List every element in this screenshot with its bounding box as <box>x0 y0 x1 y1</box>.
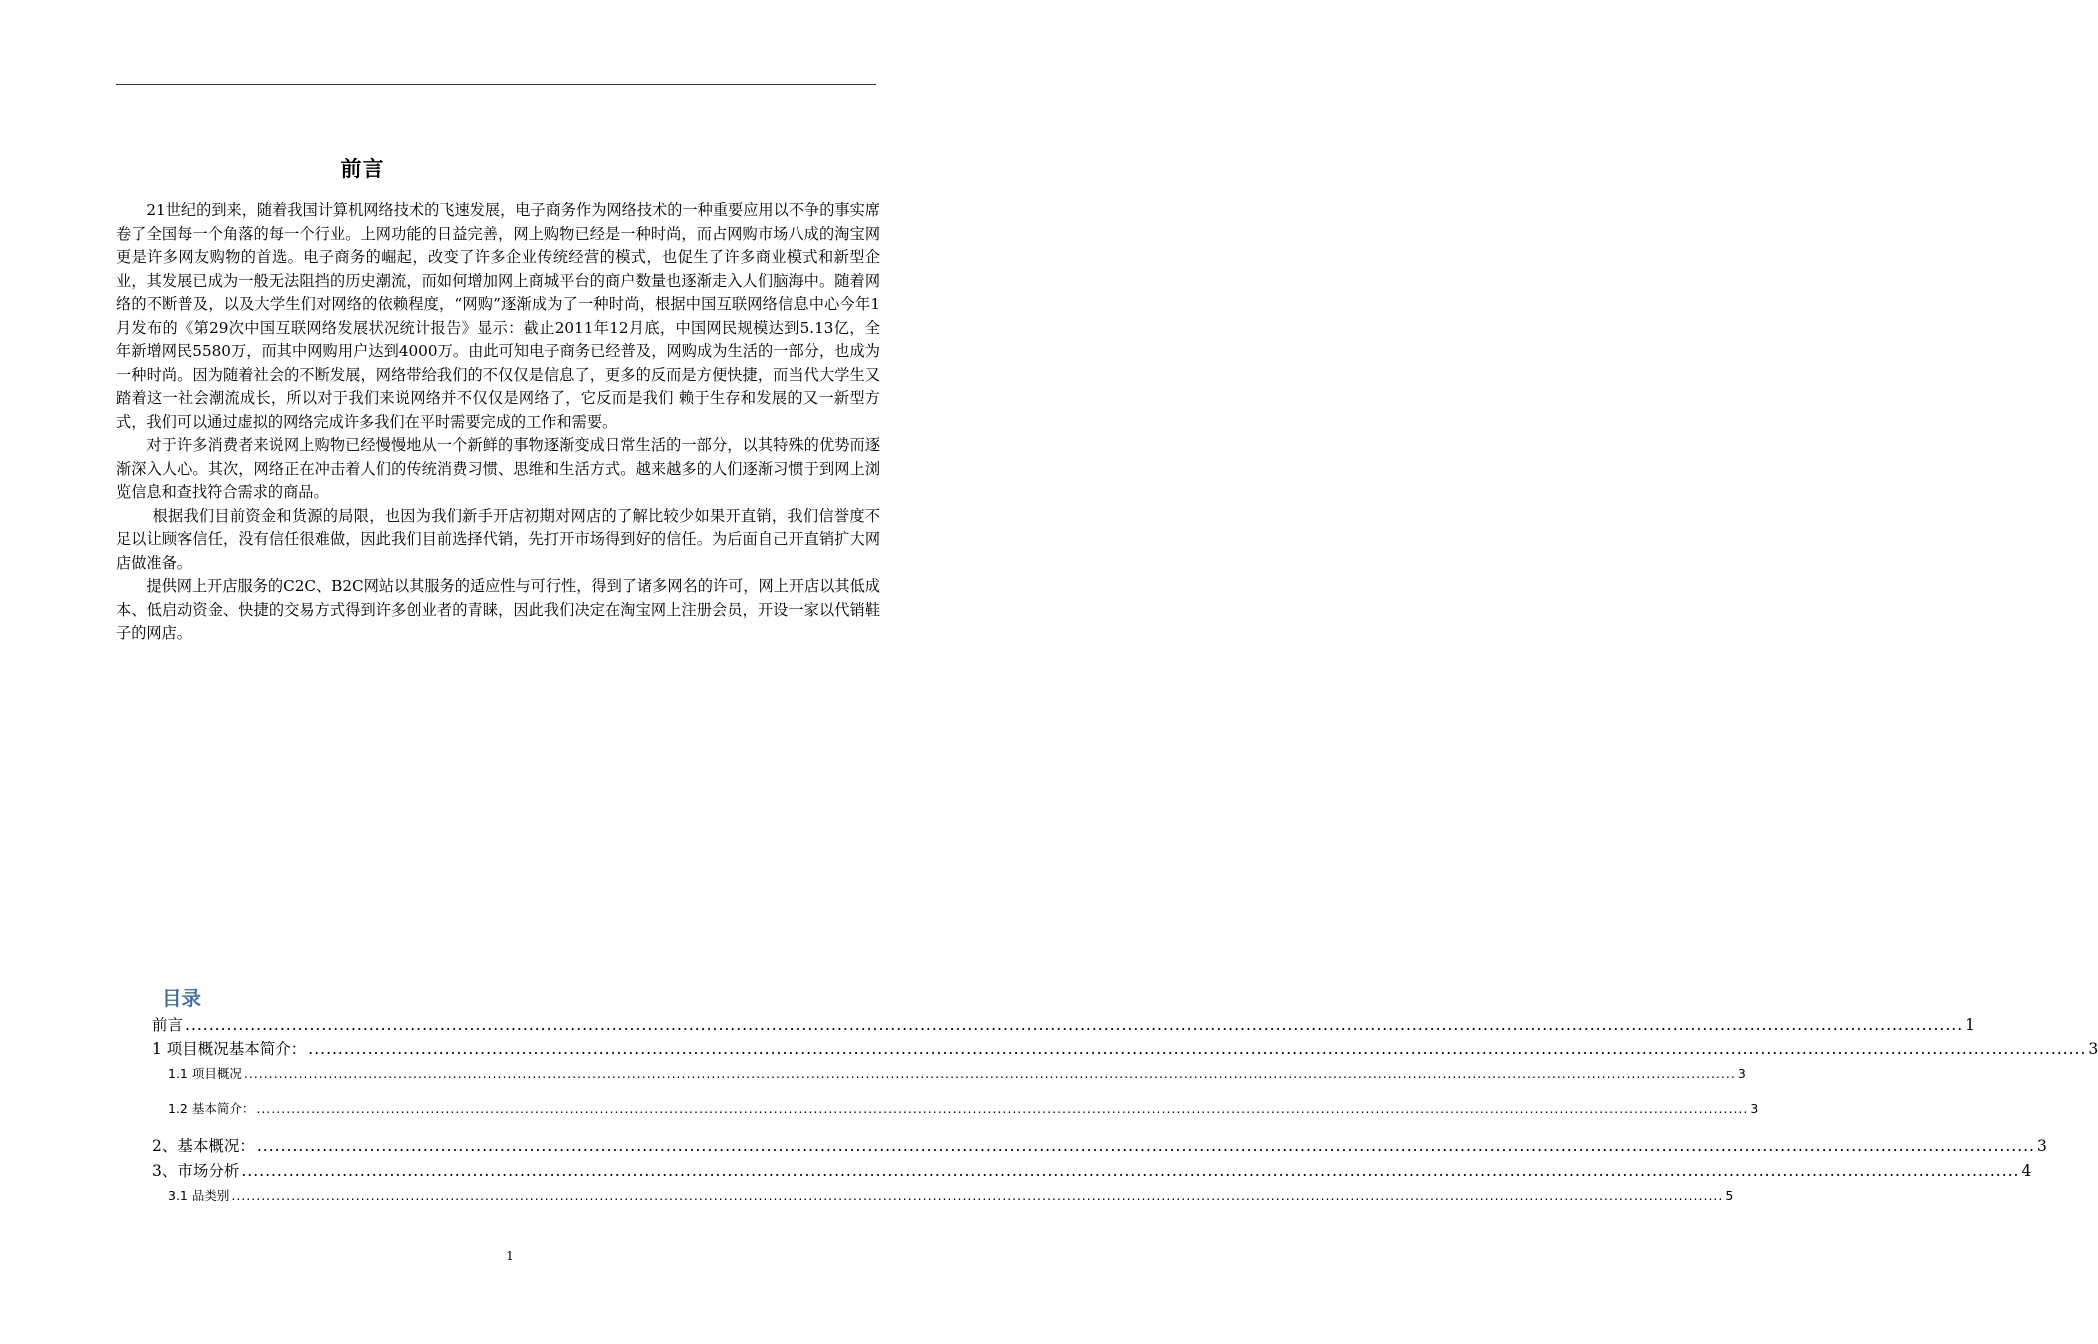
toc-entry-label: 1 项目概况基本简介： <box>152 1040 307 1058</box>
toc-leader-dots: ............................................................................................................................................................................................................................................................................................................ <box>243 1066 1736 1081</box>
toc-entry-1-1[interactable] <box>168 1064 1746 1082</box>
preface-paragraph: 对于许多消费者来说网上购物已经慢慢地从一个新鲜的事物逐渐变成日常生活的一部分，以其特殊的优势而逐渐深入人心。其次，网络正在冲击着人们的传统消费习惯、思维和生活方式。越来越多的人们逐渐习惯于到网上浏览信息和查找符合需求的商品。 <box>116 436 880 501</box>
toc-leader-dots: ............................................................................................................................................................................................................................................................................................................ <box>308 1040 2087 1058</box>
preface-paragraph: 提供网上开店服务的C2C、B2C网站以其服务的适应性与可行性，得到了诸多网名的许可，网上开店以其低成本、低启动资金、快捷的交易方式得到许多创业者的青睐，因此我们决定在淘宝网上注册会员，开设一家以代销鞋子的网店。 <box>116 577 880 642</box>
header-rule <box>116 84 876 85</box>
toc-entry-page: 1 <box>1965 1016 1975 1034</box>
toc-leader-dots: ............................................................................................................................................................................................................................................................................................................ <box>256 1137 2035 1155</box>
toc-entry-label: 1.2 基本简介： <box>168 1101 255 1116</box>
toc-entry-3-1[interactable] <box>168 1186 1734 1204</box>
page-number: 1 <box>506 1249 514 1263</box>
preface-body <box>116 199 880 646</box>
toc-title: 目录 <box>162 987 202 1010</box>
toc-entry-page: 3 <box>1750 1101 1759 1116</box>
toc-entry-market-analysis[interactable] <box>152 1159 2032 1181</box>
toc-entry-label: 3.1 品类别 <box>168 1188 230 1203</box>
toc-leader-dots: ............................................................................................................................................................................................................................................................................................................ <box>241 1162 2020 1180</box>
toc-entry-preface[interactable] <box>152 1013 1975 1035</box>
toc-leader-dots: ............................................................................................................................................................................................................................................................................................................ <box>231 1188 1724 1203</box>
toc-entry-page: 4 <box>2021 1162 2032 1180</box>
preface-paragraph: 根据我们目前资金和货源的局限，也因为我们新手开店初期对网店的了解比较少如果开直销，我们信誉度不足以让顾客信任，没有信任很难做，因此我们目前选择代销，先打开市场得到好的信任。为后面自己开直销扩大网店做准备。 <box>116 506 880 572</box>
toc-entry-label: 前言 <box>152 1016 184 1034</box>
toc-entry-basic-situation[interactable] <box>152 1134 2047 1156</box>
toc-entry-page: 5 <box>1725 1188 1734 1203</box>
toc-entry-page: 3 <box>2036 1137 2047 1155</box>
toc-leader-dots: ............................................................................................................................................................................................................................................................................................................ <box>256 1101 1749 1116</box>
toc-entry-page: 3 <box>2088 1040 2098 1058</box>
toc-entry-1-2[interactable] <box>168 1099 1759 1117</box>
toc-entry-label: 2、基本概况： <box>152 1137 255 1155</box>
toc-entry-project-overview[interactable] <box>152 1037 2098 1059</box>
toc-entry-label: 3、市场分析 <box>152 1162 240 1180</box>
toc-entry-label: 1.1 项目概况 <box>168 1066 242 1081</box>
preface-title: 前言 <box>340 157 385 181</box>
toc-entry-page: 3 <box>1737 1066 1746 1081</box>
toc-leader-dots: ............................................................................................................................................................................................................................................................................................................ <box>185 1016 1964 1034</box>
preface-paragraph: 21世纪的到来，随着我国计算机网络技术的飞速发展，电子商务作为网络技术的一种重要应用以不争的事实席卷了全国每一个角落的每一个行业。上网功能的日益完善，网上购物已经是一种时尚，而占网购市场八成的淘宝网更是许多网友购物的首选。电子商务的崛起，改变了许多企业传统经营的模式，也促生了许多商业模式和新型企业，其发展已成为一般无法阻挡的历史潮流，而如何增加网上商城平台的商户数量也逐渐走入人们脑海中。随着网络的不断普及，以及大学生们对网络的依赖程度，“网购”逐渐成为了一种时尚，根据中国互联网络信息中心今年1月发布的《第29次中国互联网络发展状况统计报告》显示：截止2011年12月底，中国网民规模达到5.13亿，全年新增网民5580万，而其中网购用户达到4000万。由此可知电子商务已经普及，网购成为生活的一部分，也成为一种时尚。因为随着社会的不断发展，网络带给我们的不仅仅是信息了，更多的反而是方便快捷，而当代大学生又踏着这一社会潮流成长，所以对于我们来说网络并不仅仅是网络了，它反而是我们 赖于生存和发展的又一新型方式，我们可以通过虚拟的网络完成许多我们在平时需要完成的工作和需要。 <box>116 201 880 431</box>
